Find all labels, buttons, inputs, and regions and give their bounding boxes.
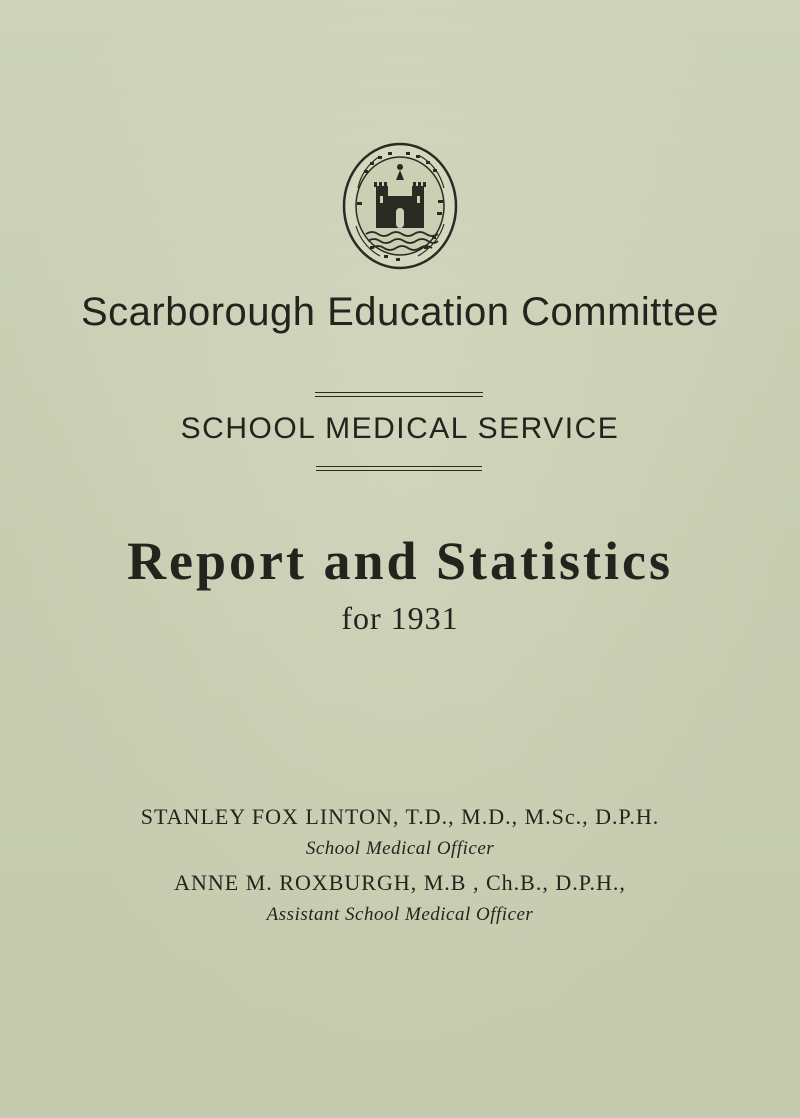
assistant-officer-role: Assistant School Medical Officer [266,904,534,925]
report-title: Report and Statistics [127,531,673,591]
service-heading: SCHOOL MEDICAL SERVICE [180,412,620,445]
medical-officer-role: School Medical Officer [305,838,495,859]
committee-title: Scarborough Education Committee [80,290,720,334]
top-rule-second [315,396,483,397]
assistant-officer-name: ANNE M. ROXBURGH, M.B , Ch.B., D.P.H., [174,870,626,895]
top-rule [315,392,483,393]
medical-officer-name: STANLEY FOX LINTON, T.D., M.D., M.Sc., D.P.H. [140,804,660,829]
middle-rule [316,466,482,467]
borough-seal-icon [340,140,460,272]
report-year: for 1931 [341,600,459,636]
middle-rule-second [316,470,482,471]
